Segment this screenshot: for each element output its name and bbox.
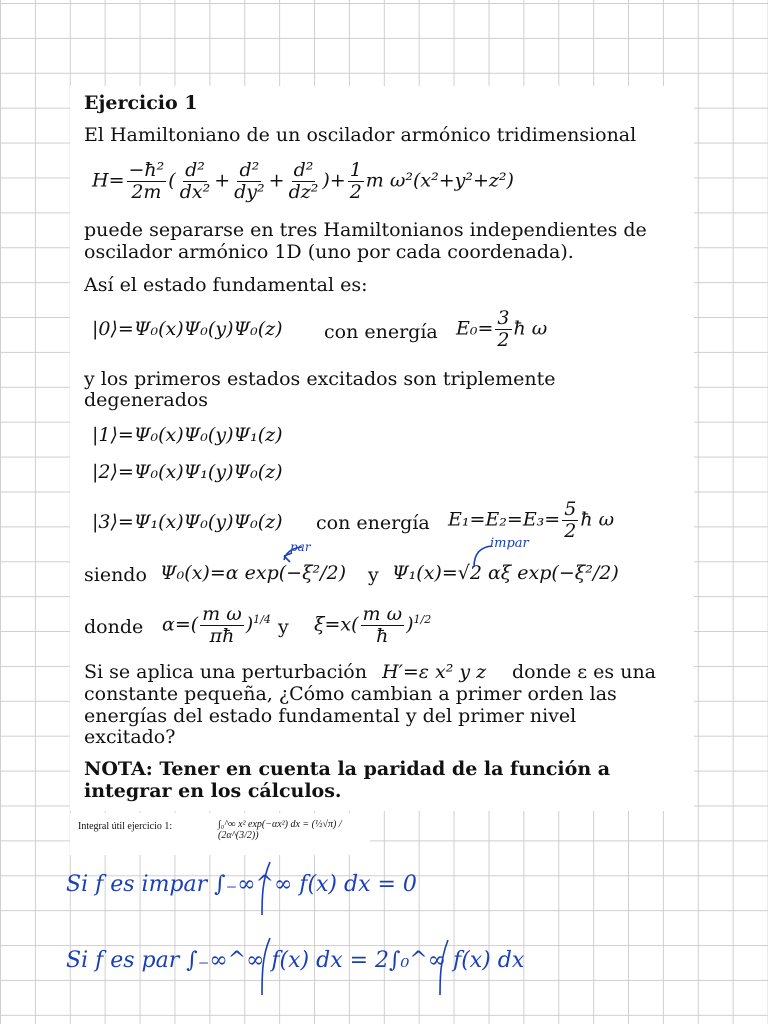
y-label-1: y (368, 564, 379, 586)
separable-text-1: puede separarse en tres Hamiltonianos independientes de (84, 219, 647, 241)
perturbation-text-2: constante pequeña, ¿Cómo cambian a primer orden las (84, 683, 617, 705)
alpha-formula: α=( $\frac{\text{m ω}}{\pi ħ}$ )$^{1/4}$ (162, 603, 271, 647)
donde-label: donde (84, 616, 144, 638)
perturbation-operator: H′=ε x² y z (382, 661, 487, 683)
handwritten-odd-integral: Si f es impar ∫₋∞^∞ f(x) dx = 0 (66, 872, 417, 897)
useful-integral-label: Integral útil ejercicio 1: (78, 821, 173, 832)
note-line-1: NOTA: Tener en cuenta la paridad de la función a (84, 758, 611, 780)
ground-state: |0⟩=Ψ₀(x)Ψ₀(y)Ψ₀(z) (92, 318, 283, 340)
excited-intro-2: degenerados (84, 389, 209, 411)
ground-energy-label: con energía (324, 321, 438, 343)
handwritten-impar-note: impar (490, 536, 529, 551)
intro-text: El Hamiltoniano de un oscilador armónico tridimensional (84, 124, 637, 146)
excited-state-3: |3⟩=Ψ₁(x)Ψ₀(y)Ψ₀(z) (92, 511, 283, 533)
useful-integral-formula: ∫₀^∞ x² exp(−αx²) dx = (½√π) / (2α^(3/2)) (218, 819, 342, 841)
xi-formula: ξ=x( $\frac{\text{m ω}}{ħ}$ )$^{1/2}$ (314, 603, 432, 647)
hamiltonian-formula: H= $\frac{\text{−ħ²}}{2m}$ ( $\frac{\text{d²}}{\text{dx²}}$ + $\frac{\text{d²}}{\text{dy²}}$ + $\frac{\text{d²}}{\text{dz²}}$ )+ $\frac{1}{2}$ m ω²(x²+y²+z²) (92, 159, 514, 203)
exercise-title: Ejercicio 1 (84, 92, 198, 114)
separable-text-2: oscilador armónico 1D (uno por cada coordenada). (84, 241, 574, 263)
perturbation-text-1b: donde ε es una (512, 661, 657, 683)
note-line-2: integrar en los cálculos. (84, 780, 342, 802)
excited-state-2: |2⟩=Ψ₀(x)Ψ₁(y)Ψ₀(z) (92, 461, 283, 483)
excited-energy: E₁=E₂=E₃= $\frac{5}{2}$ ħ ω (448, 498, 615, 542)
perturbation-text-1a: Si se aplica una perturbación (84, 661, 367, 683)
handwritten-par-note: par (290, 540, 311, 554)
ground-intro: Así el estado fundamental es: (84, 274, 368, 296)
perturbation-text-3: energías del estado fundamental y del primer nivel (84, 705, 577, 727)
ground-energy: E₀= $\frac{3}{2}$ ħ ω (456, 307, 548, 351)
siendo-label: siendo (84, 564, 147, 586)
perturbation-text-4: excitado? (84, 726, 176, 748)
excited-intro-1: y los primeros estados excitados son triplemente (84, 368, 556, 390)
excited-energy-label: con energía (316, 512, 430, 534)
y-label-2: y (278, 616, 289, 638)
psi0-formula: Ψ₀(x)=α exp(−ξ²/2) (160, 562, 347, 584)
handwritten-even-integral: Si f es par ∫₋∞^∞ f(x) dx = 2∫₀^∞ f(x) dx (66, 948, 525, 973)
psi1-formula: Ψ₁(x)=√2 αξ exp(−ξ²/2) (392, 562, 619, 584)
excited-state-1: |1⟩=Ψ₀(x)Ψ₀(y)Ψ₁(z) (92, 424, 283, 446)
